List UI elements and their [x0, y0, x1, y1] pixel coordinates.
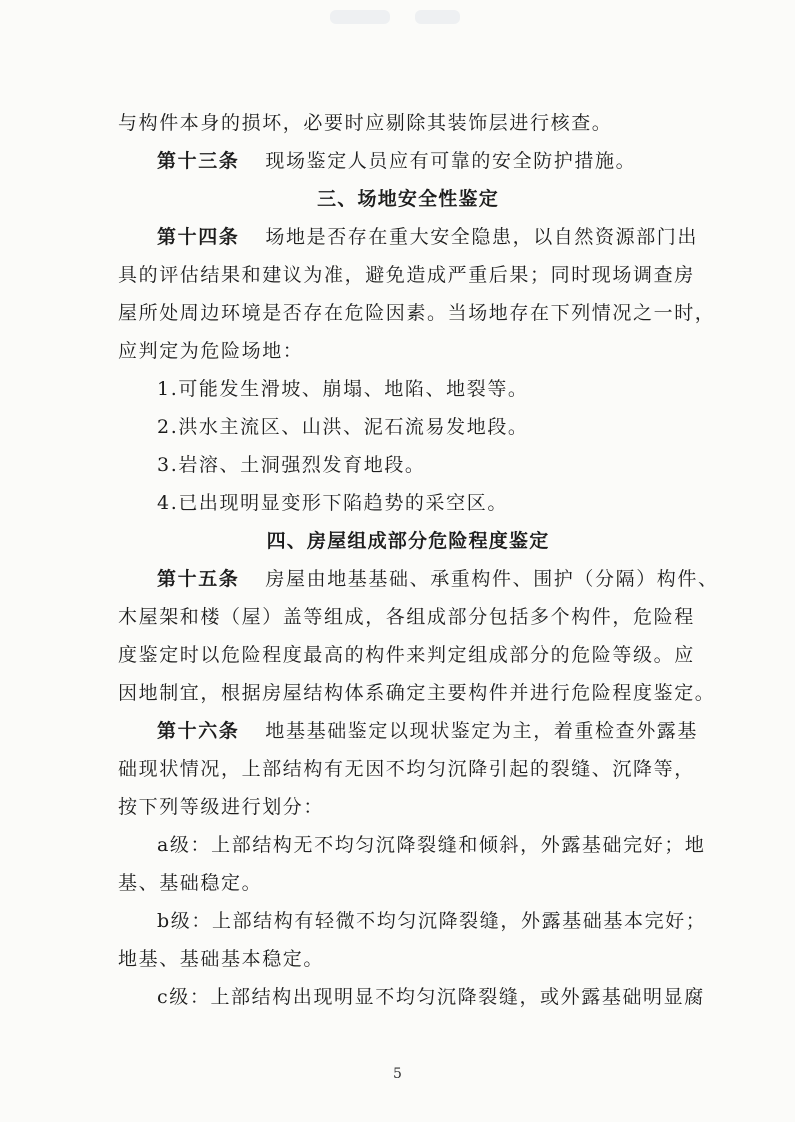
bleed-through-mark	[330, 10, 390, 24]
article-label: 第十五条	[157, 568, 240, 590]
body-line: 基、基础稳定。	[118, 872, 263, 894]
body-line: 地基、基础基本稳定。	[118, 948, 325, 970]
grade-a: a级：上部结构无不均匀沉降裂缝和倾斜，外露基础完好；地	[157, 834, 706, 856]
list-item: 1.可能发生滑坡、崩塌、地陷、地裂等。	[157, 378, 529, 400]
article-text: 房屋由地基基础、承重构件、围护（分隔）构件、	[265, 568, 719, 590]
article-label: 第十六条	[157, 720, 240, 742]
article-16	[118, 712, 698, 750]
body-line: 础现状情况，上部结构有无因不均匀沉降引起的裂缝、沉降等，	[118, 758, 695, 780]
article-text: 现场鉴定人员应有可靠的安全防护措施。	[265, 150, 637, 172]
list-item: 3.岩溶、土洞强烈发育地段。	[157, 454, 426, 476]
article-13	[118, 142, 698, 180]
section-heading-4: 四、房屋组成部分危险程度鉴定	[266, 530, 550, 552]
article-15	[118, 560, 719, 598]
page-number: 5	[393, 1066, 402, 1082]
body-line: 与构件本身的损坏，必要时应剔除其装饰层进行核查。	[118, 112, 613, 134]
body-line: 屋所处周边环境是否存在危险因素。当场地存在下列情况之一时，	[118, 302, 716, 324]
list-item: 2.洪水主流区、山洪、泥石流易发地段。	[157, 416, 529, 438]
article-label: 第十三条	[157, 150, 240, 172]
body-line: 按下列等级进行划分：	[118, 796, 325, 818]
article-text: 场地是否存在重大安全隐患，以自然资源部门出	[265, 226, 699, 248]
body-line: 应判定为危险场地：	[118, 340, 304, 362]
section-heading-3: 三、场地安全性鉴定	[317, 188, 499, 210]
article-label: 第十四条	[157, 226, 240, 248]
body-line: 木屋架和楼（屋）盖等组成，各组成部分包括多个构件，危险程	[118, 606, 695, 628]
article-14	[118, 218, 698, 256]
document-body	[118, 104, 719, 1016]
body-line: 因地制宜，根据房屋结构体系确定主要构件并进行危险程度鉴定。	[118, 682, 716, 704]
bleed-through-mark	[415, 10, 460, 24]
article-text: 地基基础鉴定以现状鉴定为主，着重检查外露基	[265, 720, 699, 742]
body-line: 具的评估结果和建议为准，避免造成严重后果；同时现场调查房	[118, 264, 695, 286]
grade-c: c级：上部结构出现明显不均匀沉降裂缝，或外露基础明显腐	[157, 986, 705, 1008]
list-item: 4.已出现明显变形下陷趋势的采空区。	[157, 492, 508, 514]
body-line: 度鉴定时以危险程度最高的构件来判定组成部分的危险等级。应	[118, 644, 695, 666]
grade-b: b级：上部结构有轻微不均匀沉降裂缝，外露基础基本完好；	[157, 910, 707, 932]
